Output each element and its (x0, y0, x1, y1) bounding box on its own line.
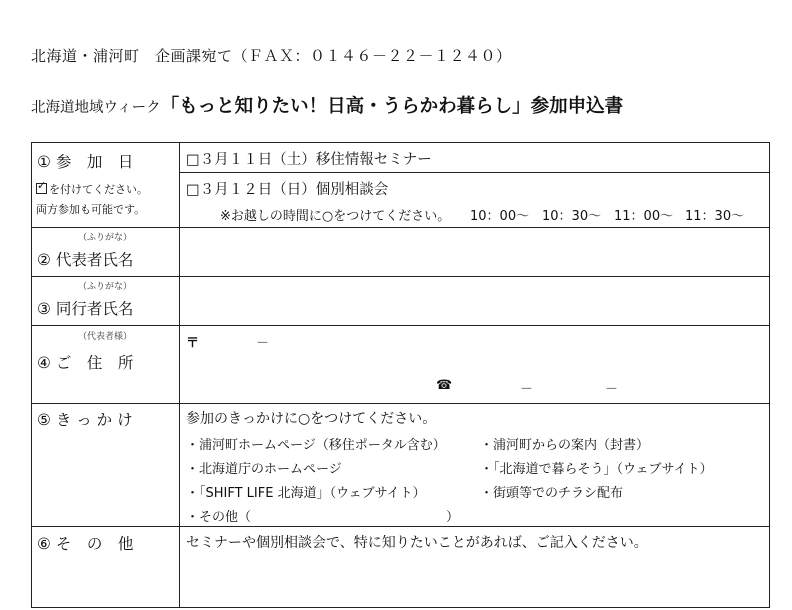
label-other: ⑥ そ の 他 (37, 535, 134, 553)
trigger-option-other[interactable]: ・その他（ ） (186, 510, 460, 525)
option-divider (180, 172, 769, 173)
checkbox-sample-icon (36, 179, 47, 194)
time-option-1100[interactable]: 11：00～ (614, 209, 674, 224)
row-participation (32, 143, 770, 228)
fax-header: 北海道・浦河町 企画課宛て（ＦＡＸ：０１４６－２２－１２４０） (31, 47, 512, 65)
time-option-1130[interactable]: 11：30～ (685, 209, 745, 224)
row-trigger (32, 404, 770, 527)
label-cell-representative (32, 228, 180, 277)
ruby-address: （代表者様） (78, 332, 133, 342)
value-cell-participation (180, 143, 770, 228)
label-cell-participation (32, 143, 180, 228)
phone-dash-2: － (605, 382, 619, 397)
ruby-representative: （ふりがな） (78, 233, 133, 243)
trigger-option-street-flyer[interactable]: ・街頭等でのチラシ配布 (480, 486, 624, 501)
row-other (32, 527, 770, 608)
label-participation: ① 参 加 日 (37, 153, 134, 171)
time-note: ※お越しの時間に○をつけてください。 (220, 209, 451, 224)
postal-dash: － (256, 336, 270, 351)
option-seminar-checkbox[interactable]: □３月１１日（土）移住情報セミナー (186, 152, 432, 168)
option-consultation-checkbox[interactable]: □３月１２日（日）個別相談会 (186, 182, 389, 198)
row-companion (32, 277, 770, 326)
address-field[interactable] (180, 326, 770, 404)
application-form-table (31, 142, 770, 608)
other-instruction: セミナーや個別相談会で、特に知りたいことがあれば、ご記入ください。 (186, 535, 648, 551)
trigger-option-hokkaido-gov[interactable]: ・北海道庁のホームページ (186, 462, 342, 477)
form-title (31, 92, 623, 118)
other-comments-field[interactable] (180, 527, 770, 608)
trigger-instruction: 参加のきっかけに○をつけてください。 (186, 411, 437, 427)
check-mark-icon: ✓ (37, 179, 47, 192)
phone-icon: ☎ (436, 378, 453, 393)
label-representative: ② 代表者氏名 (37, 251, 134, 269)
label-cell-trigger (32, 404, 180, 527)
postal-mark-icon: 〒 (186, 336, 200, 351)
ruby-companion: （ふりがな） (78, 282, 133, 292)
label-cell-address (32, 326, 180, 404)
trigger-option-shift-life[interactable]: ・「SHIFT LIFE 北海道」（ウェブサイト） (186, 486, 426, 501)
trigger-option-urakawa-homepage[interactable]: ・浦河町ホームページ（移住ポータル含む） (186, 438, 446, 453)
trigger-option-urakawa-letter[interactable]: ・浦河町からの案内（封書） (480, 438, 650, 453)
time-option-1030[interactable]: 10：30～ (542, 209, 602, 224)
companion-name-field[interactable] (180, 277, 770, 326)
trigger-option-kurasou-site[interactable]: ・「北海道で暮らそう」（ウェブサイト） (480, 462, 713, 477)
label-address: ④ ご 住 所 (37, 354, 134, 372)
phone-dash-1: － (520, 382, 534, 397)
note-check-instruction (36, 181, 148, 197)
label-cell-companion (32, 277, 180, 326)
label-companion: ③ 同行者氏名 (37, 300, 134, 318)
label-trigger: ⑤ き っ か け (37, 411, 133, 429)
note-check-text: を付けてください。 (49, 183, 148, 196)
note-both-allowed: 両方参加も可能です。 (36, 203, 146, 216)
time-option-1000[interactable]: 10：00～ (470, 209, 530, 224)
row-representative (32, 228, 770, 277)
label-cell-other (32, 527, 180, 608)
form-title-lead: 北海道地域ウィーク (31, 100, 161, 116)
form-title-main: 「もっと知りたい！日高・うらかわ暮らし」参加申込書 (160, 96, 624, 117)
representative-name-field[interactable] (180, 228, 770, 277)
row-address (32, 326, 770, 404)
value-cell-trigger (180, 404, 770, 527)
